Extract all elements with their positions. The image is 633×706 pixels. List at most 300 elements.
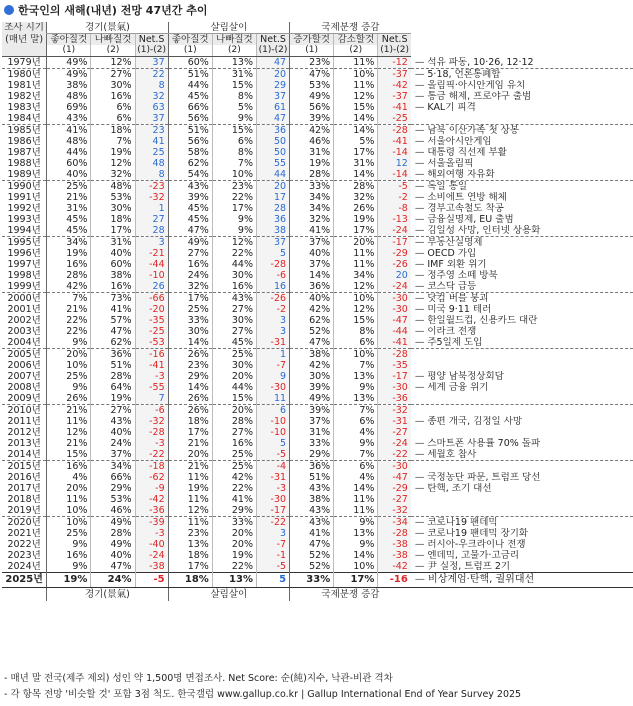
net-score-cell: -41 — [378, 102, 411, 113]
value-cell: 34% — [91, 461, 135, 473]
net-score-cell: -9 — [135, 483, 168, 494]
value-cell: 64% — [91, 382, 135, 393]
event-dash: — — [414, 203, 428, 214]
event-cell — [411, 483, 633, 494]
value-cell: 31% — [47, 203, 91, 214]
value-cell: 20% — [212, 528, 256, 539]
event-label: 세월호 참사 — [427, 449, 477, 460]
value-cell: 33% — [290, 181, 334, 193]
event-label: 통금 해제, 프로야구 출범 — [427, 91, 532, 102]
year-cell: 2023년 — [7, 550, 41, 561]
value-cell: 41% — [290, 225, 334, 237]
event-label: 세계 금융 위기 — [427, 382, 489, 393]
value-cell: 27% — [91, 405, 135, 417]
net-score-cell: -26 — [378, 259, 411, 270]
net-score-cell: 17 — [256, 192, 289, 203]
value-cell: 43% — [290, 483, 334, 494]
net-score-cell: -28 — [378, 125, 411, 137]
value-cell: 8% — [334, 326, 378, 337]
value-cell: 10% — [334, 349, 378, 361]
event-dash: — — [414, 517, 428, 528]
net-score-cell: 5 — [256, 438, 289, 449]
event-cell — [411, 91, 633, 102]
event-label: 대통령 직선제 부활 — [427, 147, 507, 158]
value-cell: 25% — [47, 528, 91, 539]
value-cell: 30% — [290, 371, 334, 382]
table-row — [2, 69, 633, 81]
table-row — [2, 438, 633, 449]
total-row — [2, 573, 633, 588]
table-row — [2, 136, 633, 147]
event-cell — [411, 125, 633, 137]
event-cell — [411, 326, 633, 337]
net-score-cell: 41 — [135, 136, 168, 147]
net-score-cell: 3 — [256, 315, 289, 326]
value-cell: 9% — [47, 337, 91, 349]
year-cell: 1995년 — [2, 237, 47, 249]
event-label: 스마트폰 사용률 70% 돌파 — [427, 438, 541, 449]
value-cell: 31% — [290, 427, 334, 438]
value-cell: 25% — [212, 449, 256, 461]
table-row — [2, 427, 633, 438]
value-cell: 19% — [334, 214, 378, 225]
year-cell: 1988년 — [7, 158, 41, 169]
net-score-cell: -30 — [378, 293, 411, 305]
net-score-cell: 3 — [256, 326, 289, 337]
event-label: 엔데믹, 고물가·고금리 — [427, 550, 520, 561]
year-cell: 1993년 — [7, 214, 41, 225]
value-cell: 58% — [168, 147, 212, 158]
value-cell: 12% — [91, 158, 135, 169]
value-cell: 43% — [212, 293, 256, 305]
value-cell: 7% — [47, 293, 91, 305]
value-cell: 20% — [212, 371, 256, 382]
value-cell: 45% — [168, 91, 212, 102]
event-dash: — — [414, 337, 428, 348]
net-score-cell: -1 — [256, 550, 289, 561]
net-score-cell: -32 — [378, 405, 411, 417]
value-cell: 4% — [334, 427, 378, 438]
event-label: OECD 가입 — [427, 248, 477, 259]
value-cell: 19% — [290, 158, 334, 169]
net-score-cell: -47 — [378, 315, 411, 326]
value-cell: 27% — [212, 304, 256, 315]
value-cell: 41% — [91, 304, 135, 315]
year-cell: 1982년 — [7, 91, 41, 102]
value-cell: 22% — [212, 192, 256, 203]
net-score-cell: 26 — [135, 281, 168, 293]
net-score-cell: -40 — [135, 539, 168, 550]
value-cell: 47% — [91, 561, 135, 573]
year-cell: 1980년 — [2, 69, 47, 81]
net-score-cell: 48 — [135, 158, 168, 169]
year-cell: 2011년 — [7, 416, 41, 427]
event-dash: — — [414, 136, 428, 147]
value-cell: 10% — [334, 561, 378, 573]
net-score-cell: -30 — [256, 494, 289, 505]
value-cell: 34% — [290, 192, 334, 203]
value-cell: 42% — [290, 360, 334, 371]
value-cell: 12% — [91, 57, 135, 69]
net-score-cell: -22 — [256, 517, 289, 529]
value-cell: 11% — [47, 494, 91, 505]
net-score-cell: 38 — [256, 225, 289, 237]
year-cell: 1987년 — [7, 147, 41, 158]
value-cell: 16% — [47, 461, 91, 473]
event-cell — [411, 427, 633, 438]
value-cell: 16% — [212, 281, 256, 293]
event-cell — [411, 113, 633, 125]
year-cell: 2016년 — [7, 472, 41, 483]
table-row — [2, 517, 633, 529]
value-cell: 21% — [168, 438, 212, 449]
net-score-cell: -24 — [135, 550, 168, 561]
table-row — [2, 337, 633, 349]
event-label: 비상계엄·탄핵, 궐위대선 — [428, 574, 535, 585]
net-score-cell: -36 — [378, 393, 411, 405]
table-row — [2, 405, 633, 417]
net-score-cell: -7 — [256, 539, 289, 550]
event-cell — [411, 225, 633, 237]
value-cell: 12% — [212, 237, 256, 249]
year-cell: 2018년 — [7, 494, 41, 505]
table-row — [2, 169, 633, 181]
value-cell: 8% — [212, 147, 256, 158]
net-score-cell: -6 — [135, 405, 168, 417]
value-cell: 31% — [290, 147, 334, 158]
value-cell: 24% — [168, 270, 212, 281]
value-cell: 54% — [168, 169, 212, 181]
value-cell: 60% — [91, 259, 135, 270]
event-cell — [411, 214, 633, 225]
value-cell: 10% — [47, 360, 91, 371]
year-cell: 2022년 — [7, 539, 41, 550]
net-score-cell: 63 — [135, 102, 168, 113]
value-cell: 15% — [212, 125, 256, 137]
year-cell: 1981년 — [7, 80, 41, 91]
value-cell: 40% — [91, 550, 135, 561]
value-cell: 6% — [334, 337, 378, 349]
value-cell: 28% — [47, 270, 91, 281]
event-cell — [411, 181, 633, 193]
value-cell: 29% — [290, 449, 334, 461]
value-cell: 30% — [91, 203, 135, 214]
event-cell — [411, 371, 633, 382]
net-score-cell: 47 — [256, 57, 289, 69]
net-score-cell: -30 — [378, 304, 411, 315]
value-cell: 22% — [212, 248, 256, 259]
year-cell: 2000년 — [2, 293, 47, 305]
event-cell — [411, 461, 633, 473]
net-score-cell: 12 — [378, 158, 411, 169]
value-cell: 40% — [91, 427, 135, 438]
survey-period-sub: (매년 말) — [2, 34, 47, 57]
year-cell: 2003년 — [7, 326, 41, 337]
value-cell: 25% — [212, 461, 256, 473]
event-dash: — — [414, 438, 428, 449]
event-label: IMF 외환 위기 — [427, 259, 487, 270]
value-cell: 11% — [334, 57, 378, 69]
value-cell: 9% — [212, 225, 256, 237]
table-row — [2, 147, 633, 158]
net-score-cell: -27 — [378, 427, 411, 438]
net-score-cell: 36 — [256, 125, 289, 137]
value-cell: 33% — [212, 517, 256, 529]
table-row — [2, 203, 633, 214]
net-score-cell: -66 — [135, 293, 168, 305]
year-cell: 2002년 — [7, 315, 41, 326]
value-cell: 30% — [212, 360, 256, 371]
event-dash: — — [414, 371, 428, 382]
event-cell — [411, 237, 633, 249]
value-cell: 20% — [47, 349, 91, 361]
total-value: 17% — [334, 573, 378, 588]
net-score-cell: -10 — [256, 427, 289, 438]
value-cell: 19% — [91, 393, 135, 405]
value-cell: 9% — [334, 438, 378, 449]
event-label: 미국 9·11 테러 — [427, 304, 492, 315]
net-score-cell: -20 — [135, 304, 168, 315]
value-cell: 56% — [168, 113, 212, 125]
value-cell: 16% — [212, 438, 256, 449]
year-cell: 2010년 — [2, 405, 47, 417]
group-header-conflict: 국제분쟁 증감 — [290, 22, 411, 34]
net-score-cell: -13 — [378, 214, 411, 225]
value-cell: 30% — [212, 270, 256, 281]
year-cell: 1985년 — [2, 125, 47, 137]
net-score-cell: -31 — [256, 472, 289, 483]
value-cell: 11% — [334, 259, 378, 270]
value-cell: 17% — [334, 225, 378, 237]
value-cell: 42% — [47, 281, 91, 293]
year-cell: 1992년 — [7, 203, 41, 214]
value-cell: 46% — [91, 505, 135, 517]
value-cell: 39% — [168, 192, 212, 203]
event-cell — [411, 169, 633, 181]
value-cell: 34% — [47, 237, 91, 249]
net-score-cell: -27 — [378, 494, 411, 505]
net-score-cell: 7 — [135, 393, 168, 405]
value-cell: 9% — [47, 539, 91, 550]
net-score-cell: -42 — [135, 494, 168, 505]
event-cell — [411, 147, 633, 158]
value-cell: 28% — [212, 416, 256, 427]
year-cell: 1996년 — [7, 248, 41, 259]
event-label: 닷컴 버블 붕괴 — [427, 293, 489, 304]
net-score-cell: 61 — [256, 102, 289, 113]
group-header-economy: 경기(景氣) — [47, 22, 168, 34]
year-cell: 2020년 — [2, 517, 47, 529]
col-header: 나빠질것 — [91, 34, 135, 46]
value-cell: 46% — [290, 136, 334, 147]
event-dash: — — [414, 56, 428, 68]
table-row — [2, 304, 633, 315]
table-row — [2, 528, 633, 539]
net-score-cell: 3 — [135, 237, 168, 249]
value-cell: 30% — [91, 80, 135, 91]
value-cell: 15% — [47, 449, 91, 461]
year-cell: 2021년 — [7, 528, 41, 539]
net-score-cell: 8 — [135, 169, 168, 181]
year-cell: 2024년 — [7, 561, 41, 572]
value-cell: 40% — [47, 169, 91, 181]
table-row — [2, 214, 633, 225]
event-dash: — — [414, 214, 428, 225]
value-cell: 10% — [334, 293, 378, 305]
net-score-cell: -30 — [378, 382, 411, 393]
event-dash: — — [414, 472, 428, 483]
value-cell: 11% — [47, 416, 91, 427]
col-header: 좋아질것 — [47, 34, 91, 46]
net-score-cell: 20 — [256, 69, 289, 81]
event-cell — [411, 517, 633, 529]
net-score-cell: -5 — [378, 181, 411, 193]
value-cell: 36% — [290, 461, 334, 473]
event-cell — [411, 360, 633, 371]
value-cell: 31% — [212, 69, 256, 81]
value-cell: 47% — [91, 326, 135, 337]
event-cell — [411, 405, 633, 417]
net-score-cell: -42 — [378, 561, 411, 573]
value-cell: 42% — [290, 304, 334, 315]
event-label: 탄핵, 조기 대선 — [427, 483, 492, 494]
value-cell: 42% — [212, 472, 256, 483]
value-cell: 42% — [290, 125, 334, 137]
value-cell: 49% — [168, 237, 212, 249]
value-cell: 51% — [290, 472, 334, 483]
event-label: 이라크 전쟁 — [427, 326, 477, 337]
value-cell: 49% — [91, 517, 135, 529]
survey-period-header: 조사 시기 — [2, 22, 47, 34]
event-cell — [411, 393, 633, 405]
value-cell: 48% — [47, 136, 91, 147]
value-cell: 32% — [168, 281, 212, 293]
net-score-cell: 8 — [135, 80, 168, 91]
net-score-cell: -55 — [135, 382, 168, 393]
year-cell: 1989년 — [7, 169, 41, 180]
event-cell — [411, 550, 633, 561]
value-cell: 14% — [334, 125, 378, 137]
value-cell: 37% — [290, 259, 334, 270]
value-cell: 66% — [91, 472, 135, 483]
value-cell: 56% — [290, 102, 334, 113]
value-cell: 51% — [168, 69, 212, 81]
net-score-cell: 5 — [256, 248, 289, 259]
event-cell — [411, 281, 633, 293]
value-cell: 13% — [334, 528, 378, 539]
total-value: 24% — [91, 573, 135, 588]
event-dash: — — [414, 69, 428, 80]
net-score-cell: -8 — [378, 203, 411, 214]
table-body — [2, 57, 633, 573]
net-score-cell: -25 — [135, 326, 168, 337]
net-score-cell: -18 — [135, 461, 168, 473]
value-cell: 45% — [47, 214, 91, 225]
net-score-cell: -17 — [378, 371, 411, 382]
event-cell — [411, 57, 633, 69]
year-cell: 1990년 — [2, 181, 47, 193]
value-cell: 29% — [212, 505, 256, 517]
table-row — [2, 472, 633, 483]
value-cell: 62% — [91, 337, 135, 349]
footnotes — [4, 671, 521, 703]
table-row — [2, 360, 633, 371]
value-cell: 30% — [168, 326, 212, 337]
total-net-score: -5 — [135, 573, 168, 588]
value-cell: 27% — [212, 326, 256, 337]
net-score-cell: -37 — [378, 69, 411, 81]
table-row — [2, 315, 633, 326]
value-cell: 43% — [290, 517, 334, 529]
value-cell: 51% — [91, 360, 135, 371]
total-net-score: -16 — [378, 573, 411, 588]
year-cell: 2006년 — [7, 360, 41, 371]
col-code: (2) — [91, 45, 135, 57]
value-cell: 12% — [334, 91, 378, 102]
value-cell: 51% — [168, 125, 212, 137]
table-row — [2, 393, 633, 405]
net-score-cell: -35 — [378, 360, 411, 371]
value-cell: 37% — [91, 449, 135, 461]
value-cell: 38% — [290, 494, 334, 505]
value-cell: 11% — [168, 517, 212, 529]
net-score-cell: -14 — [378, 169, 411, 181]
net-score-cell: 6 — [256, 405, 289, 417]
year-cell: 1984년 — [7, 113, 41, 124]
header-row-groups — [2, 22, 633, 34]
group-header-living: 살림살이 — [168, 22, 289, 34]
net-score-cell: 25 — [135, 147, 168, 158]
total-year-cell: 2025년 — [2, 573, 47, 588]
header-spacer — [411, 45, 633, 57]
value-cell: 7% — [334, 449, 378, 461]
footnote: - 매년 말 전국(제주 제외) 성인 약 1,500명 면접조사. Net Score: 순(純)지수, 낙관-비관 격차 — [4, 673, 393, 684]
footer-groups-row — [2, 588, 633, 602]
col-header: Net.S — [256, 34, 289, 46]
value-cell: 56% — [168, 136, 212, 147]
table-row — [2, 416, 633, 427]
net-score-cell: -32 — [135, 192, 168, 203]
net-score-cell: -31 — [378, 416, 411, 427]
net-score-cell: -24 — [378, 225, 411, 237]
event-label: 한일월드컵, 신용카드 대란 — [427, 315, 538, 326]
total-value: 13% — [212, 573, 256, 588]
value-cell: 43% — [47, 113, 91, 125]
value-cell: 28% — [290, 169, 334, 181]
total-net-score: 5 — [256, 573, 289, 588]
year-cell: 1994년 — [7, 225, 41, 236]
event-label: 해외여행 자유화 — [427, 169, 495, 180]
event-dash: — — [414, 248, 428, 259]
value-cell: 29% — [91, 483, 135, 494]
net-score-cell: -4 — [256, 461, 289, 473]
event-dash: — — [414, 91, 428, 102]
table-row — [2, 102, 633, 113]
table-row — [2, 237, 633, 249]
value-cell: 18% — [168, 416, 212, 427]
value-cell: 25% — [47, 181, 91, 193]
value-cell: 15% — [334, 102, 378, 113]
value-cell: 11% — [168, 472, 212, 483]
net-score-cell: -25 — [378, 113, 411, 125]
event-dash: — — [414, 293, 428, 304]
value-cell: 17% — [168, 561, 212, 573]
value-cell: 8% — [212, 91, 256, 102]
value-cell: 14% — [334, 550, 378, 561]
event-label: 부동산실명제 — [427, 237, 483, 248]
event-label: 독일 통일 — [427, 181, 468, 192]
col-code: (1) — [47, 45, 91, 57]
